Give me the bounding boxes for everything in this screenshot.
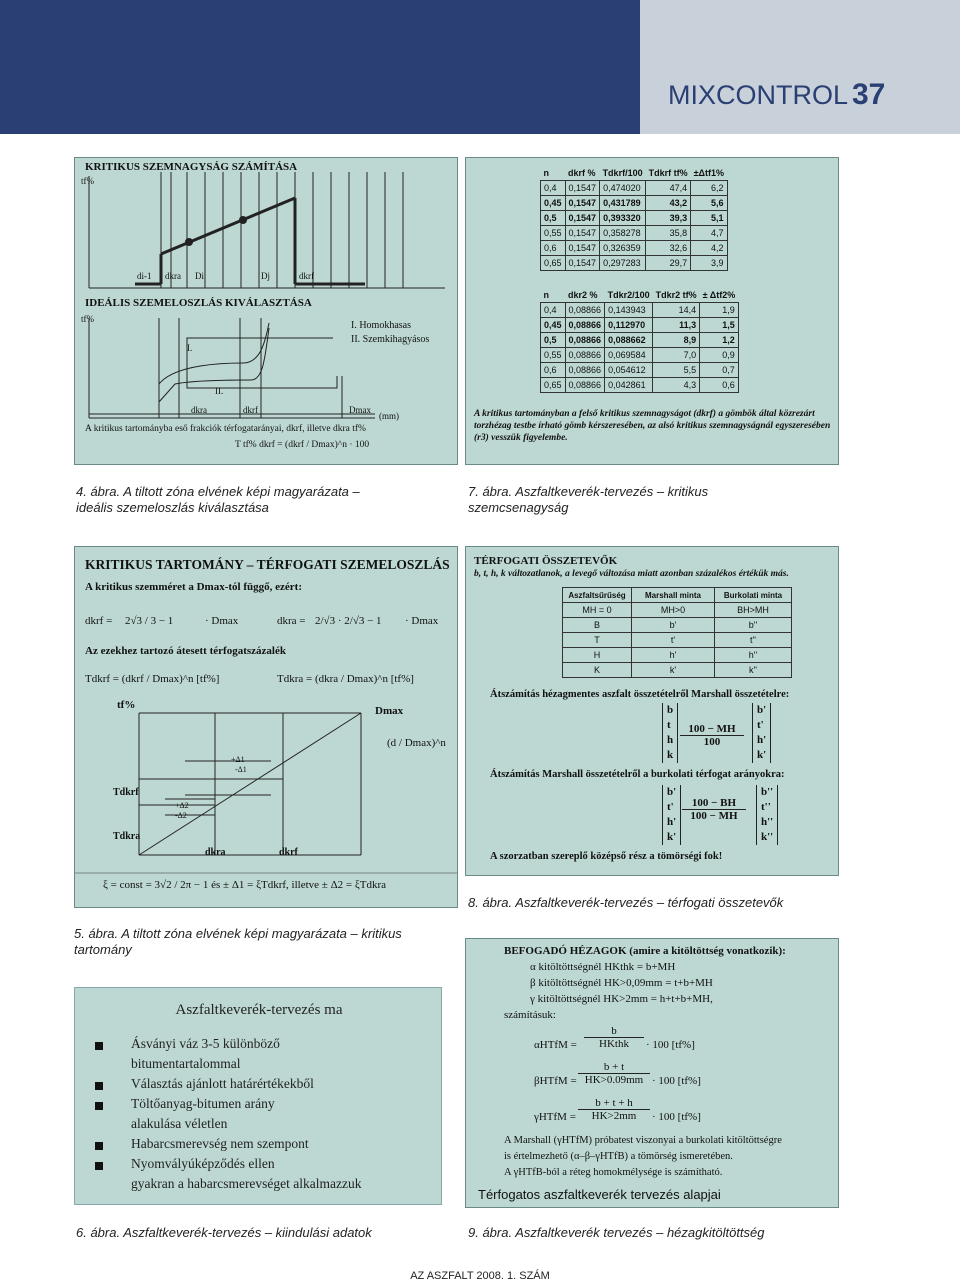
fig5-label-dkra: dkra [205,847,226,858]
fig5-label-pd1: +Δ1 [231,755,245,764]
t2-h1: dkr2 % [568,290,598,300]
bullet-icon [95,1162,103,1170]
fig8-frac2 [682,797,746,822]
fig7-table-1 [540,166,728,271]
table-cell: t' [632,633,715,648]
table-cell: 0,474020 [600,181,646,196]
table-cell: 0,088662 [605,333,653,348]
t1-h4: ±Δtf1% [693,168,725,178]
table-cell: h' [632,648,715,663]
bullet-icon [95,1042,103,1050]
fig9-f1-right: · 100 [tf%] [646,1039,695,1051]
t2-h2: Tdkr2/100 [607,290,650,300]
fig6-item-3b: alakulása véletlen [131,1116,228,1131]
fig6-title: Aszfaltkeverék-tervezés ma [175,1002,343,1018]
fig4-yaxis2: tf% [81,314,94,324]
fig8-frac1 [680,723,744,748]
table-cell: 43,2 [646,196,691,211]
table-cell: 0,08866 [565,378,605,393]
table-cell: 0,4 [541,181,566,196]
table-cell: 0,6 [700,378,739,393]
t2-h4: ± Δtf2% [702,290,736,300]
fig9-f1-left: αHTfM = [534,1039,577,1051]
fig5-f1-right: · Dmax [205,615,239,627]
table-cell: 14,4 [653,303,700,318]
figure-5-panel [74,546,458,908]
vec-item: k'' [761,831,774,843]
fig4-caption: 4. ábra. A tiltott zóna elvének képi magyarázata – ideális szemeloszlás kiválasztása [76,484,360,515]
frac-den: 100 [703,736,721,748]
table-cell: 0,65 [541,378,566,393]
fig8-vec2 [662,785,681,845]
figure-7-panel [465,157,839,465]
frac-num: b + t [578,1061,650,1074]
table-cell: 0,55 [541,348,566,363]
table-cell: 0,069584 [605,348,653,363]
table-cell: 1,5 [700,318,739,333]
frac-den: HKthk [599,1038,629,1050]
bullet-icon [95,1142,103,1150]
table-cell: 6,2 [691,181,727,196]
table-cell: 0,08866 [565,303,605,318]
table-cell: 0,042861 [605,378,653,393]
fig4-xlabel2-3: Dmax [349,405,371,415]
fig5-label-pd2: +Δ2 [175,801,189,810]
table-cell: 0,45 [541,318,566,333]
fig5-label-tdkra: Tdkra [113,831,141,842]
table-cell: k' [632,663,715,678]
table-cell: 4,7 [691,226,727,241]
fig5-f5: ξ = const = 3√2 / 2π − 1 és ± Δ1 = ξTdkrf, illetve ± Δ2 = ξTdkra [103,879,387,891]
fig8-caption: 8. ábra. Aszfaltkeverék-tervezés – térfogati összetevők [468,895,784,910]
fig7-table-2 [540,288,739,393]
fig5-line1: A kritikus szemméret a Dmax-tól függő, ezért: [85,581,302,593]
table-cell: BH>MH [715,603,792,618]
frac-num: b + t + h [578,1097,650,1110]
table-cell: b' [632,618,715,633]
fig5-line2: Az ezekhez tartozó átesett térfogatszázalék [85,645,286,657]
fig5-yaxis: tf% [117,699,136,711]
table-cell: 0,7 [700,363,739,378]
table-cell: 4,3 [653,378,700,393]
fig5-f1-mid: 2√3 / 3 − 1 [125,615,174,627]
fig4-xlabel-5: dkrf [299,271,314,281]
table-cell: 35,8 [646,226,691,241]
fig9-f3-right: · 100 [tf%] [652,1111,701,1123]
table-cell: T [563,633,632,648]
frac-num: b [584,1025,644,1038]
table-cell: 11,3 [653,318,700,333]
t1-h2: Tdkrf/100 [602,168,643,178]
table-cell: 4,2 [691,241,727,256]
table-cell: 47,4 [646,181,691,196]
vec-item: b [667,704,674,716]
figure-9-panel [465,938,839,1208]
vec-item: k' [667,831,677,843]
table-cell: 0,297283 [600,256,646,271]
figure-8-panel [465,546,839,876]
table-cell: H [563,648,632,663]
fig9-note-3: A γHTfB-ból a réteg homokmélysége is számítható. [504,1167,723,1178]
page-number: 37 [852,78,886,111]
fig8-line2: Átszámítás hézagmentes aszfalt összetételről Marshall összetételre: [490,689,790,700]
table-cell: 8,9 [653,333,700,348]
fig9-line-1: α kitöltöttségnél HKthk = b+MH [530,961,676,973]
fig6-item-2: Választás ajánlott határértékekből [131,1076,314,1091]
table-header: Marshall minta [632,588,715,603]
vec-item: t [667,719,671,731]
fig8-vec1r [752,703,771,763]
fig9-f1-frac [584,1025,644,1050]
vec-item: t'' [761,801,771,813]
fig9-calc: számításuk: [504,1009,556,1021]
fig4-curve-label-1: I. [187,343,193,353]
table-cell: 0,143943 [605,303,653,318]
table-cell: 5,1 [691,211,727,226]
fig9-f3-left: γHTfM = [534,1111,576,1123]
t2-h3: Tdkr2 tf% [655,290,697,300]
fig4-xlabel-4: Dj [261,271,270,281]
vec-item: h [667,734,674,746]
magazine-title: MIXCONTROL [668,80,849,110]
frac-den: HK>2mm [591,1110,637,1122]
table-cell: 0,5 [541,211,566,226]
table-cell: t'' [715,633,792,648]
fig9-f2-frac [578,1061,650,1086]
table-cell: 0,358278 [600,226,646,241]
table-cell: 32,6 [646,241,691,256]
table-cell: 0,1547 [565,181,600,196]
fig8-line3: Átszámítás Marshall összetételről a burkolati térfogat arányokra: [490,769,785,780]
table-cell: 5,5 [653,363,700,378]
fig4-curve-label-2: II. [215,386,224,396]
vec-item: t' [667,801,674,813]
table-cell: h'' [715,648,792,663]
fig8-line4: A szorzatban szereplő középső rész a tömörségi fok! [490,851,723,862]
t2-h0: n [543,290,549,300]
frac-num: 100 − BH [682,797,746,810]
fig4-title2: IDEÁLIS SZEMELOSZLÁS KIVÁLASZTÁSA [85,297,312,309]
fig9-f2-left: βHTfM = [534,1075,577,1087]
table-cell: 0,08866 [565,318,605,333]
fig8-vec1 [662,703,678,763]
fig9-f2-right: · 100 [tf%] [652,1075,701,1087]
fig5-label-dkrf: dkrf [279,847,298,858]
table-cell: 0,4 [541,303,566,318]
table-cell: 0,55 [541,226,566,241]
fig6-item-3a: Töltőanyag-bitumen arány [131,1096,275,1111]
table-cell: 0,393320 [600,211,646,226]
fig9-line-3: γ kitöltöttségnél HK>2mm = h+t+b+MH, [530,993,713,1005]
fig5-f2-mid: 2/√3 · 2/√3 − 1 [315,615,382,627]
table-cell: 0,1547 [565,211,600,226]
fig4-xlabel-1: di-1 [137,271,152,281]
fig4-xlabel-3: Di [195,271,204,281]
fig9-title: BEFOGADÓ HÉZAGOK (amire a kitöltöttség vonatkozik): [504,945,786,957]
table-cell: 39,3 [646,211,691,226]
fig7-note: A kritikus tartományban a felső kritikus szemnagyságot (dkrf) a gömbök által közrezárt torzhézag testbe írható gömb kérszeresében, az alsó kritikus szemnagyságnál egyszeresében (r3) vesszük figyelembe. [474,409,831,443]
vec-item: t' [757,719,764,731]
fig8-table [562,587,792,678]
fig9-f3-frac [578,1097,650,1122]
figure-6-panel [74,987,442,1205]
fig8-line1: b, t, h, k változatlanok, a levegő változása miatt azonban százalékos értékük más. [474,569,789,579]
table-cell: 0,112970 [605,318,653,333]
bullet-icon [95,1102,103,1110]
table-header: Aszfaltsűrűség [563,588,632,603]
fig8-vec2r [756,785,778,845]
fig5-title: KRITIKUS TARTOMÁNY – TÉRFOGATI SZEMELOSZLÁS [85,557,450,572]
fig4-yaxis: tf% [81,176,94,186]
fig5-f1-left: dkrf = [85,615,113,627]
fig4-formula: T tf% dkrf = (dkrf / Dmax)^n · 100 [235,440,370,450]
fig9-line-2: β kitöltöttségnél HK>0,09mm = t+b+MH [530,977,713,989]
fig4-legend-2: II. Szemkihagyásos [351,334,430,345]
fig5-f2-right: · Dmax [405,615,439,627]
fig6-item-4: Habarcsmerevség nem szempont [131,1136,309,1151]
vec-item: b'' [761,786,774,798]
fig9-subcaption: Térfogatos aszfaltkeverék tervezés alapjai [478,1187,721,1202]
fig4-xlabel2-4: (mm) [379,411,399,421]
table-cell: 0,08866 [565,348,605,363]
fig6-item-1b: bitumentartalommal [131,1056,241,1071]
fig4-note: A kritikus tartományba eső frakciók térfogatarányai, dkrf, illetve dkra tf% [85,424,366,434]
table-cell: 0,08866 [565,333,605,348]
fig8-title: TÉRFOGATI ÖSSZETEVŐK [474,555,618,567]
table-cell: 0,65 [541,256,566,271]
table-cell: 0,08866 [565,363,605,378]
t1-h3: Tdkrf tf% [648,168,688,178]
t1-h1: dkrf % [568,168,596,178]
table-cell: 29,7 [646,256,691,271]
table-cell: 0,054612 [605,363,653,378]
vec-item: k' [757,749,767,761]
table-header: Burkolati minta [715,588,792,603]
fig6-caption: 6. ábra. Aszfaltkeverék-tervezés – kiindulási adatok [76,1225,372,1240]
bullet-icon [95,1082,103,1090]
table-cell: MH = 0 [563,603,632,618]
fig6-item-5a: Nyomvályúképződés ellen [131,1156,275,1171]
table-cell: 0,9 [700,348,739,363]
fig4-xlabel-2: dkra [165,271,181,281]
frac-den: HK>0.09mm [584,1074,644,1086]
table-cell: K [563,663,632,678]
fig5-caption: 5. ábra. A tiltott zóna elvének képi magyarázata – kritikus tartomány [74,926,402,957]
table-cell: 5,6 [691,196,727,211]
fig9-note-1: A Marshall (γHTfM) próbatest viszonyai a burkolati kitöltöttségre [504,1135,782,1146]
frac-num: 100 − MH [680,723,744,736]
fig6-item-5b: gyakran a habarcsmerevséget alkalmazzuk [131,1176,362,1191]
fig5-dmax: Dmax [375,705,404,717]
fig4-xlabel2-2: dkrf [243,405,258,415]
table-cell: B [563,618,632,633]
fig4-title: KRITIKUS SZEMNAGYSÁG SZÁMÍTÁSA [85,161,298,173]
frac-den: 100 − MH [690,810,738,822]
table-cell: 0,1547 [565,256,600,271]
fig5-f4: Tdkra = (dkra / Dmax)^n [tf%] [277,673,414,685]
table-cell: 0,326359 [600,241,646,256]
fig9-note-2: is értelmezhető (α–β–γHTfB) a tömörség ismeretében. [504,1151,733,1162]
fig5-label-md1: -Δ1 [235,765,247,774]
table-cell: 0,6 [541,241,566,256]
table-cell: 0,1547 [565,226,600,241]
fig5-f3: Tdkrf = (dkrf / Dmax)^n [tf%] [85,673,220,685]
table-cell: 0,5 [541,333,566,348]
vec-item: h' [757,734,767,746]
page-footer: AZ ASZFALT 2008. 1. SZÁM [410,1270,550,1282]
figure-4-panel [74,157,458,465]
vec-item: b' [667,786,677,798]
vec-item: b' [757,704,767,716]
table-cell: b'' [715,618,792,633]
fig5-f2-left: dkra = [277,615,306,627]
fig7-caption: 7. ábra. Aszfaltkeverék-tervezés – kritikus szemcsenagyság [468,484,709,515]
table-cell: 0,431789 [600,196,646,211]
fig4-diagram [75,158,458,465]
header-title-bg [640,0,960,134]
table-cell: 0,6 [541,363,566,378]
table-cell: 0,1547 [565,196,600,211]
vec-item: h'' [761,816,774,828]
table-cell: 1,2 [700,333,739,348]
fig4-xlabel2-1: dkra [191,405,207,415]
table-cell: 0,45 [541,196,566,211]
fig9-caption: 9. ábra. Aszfaltkeverék tervezés – hézagkitöltöttség [468,1225,765,1240]
table-cell: 1,9 [700,303,739,318]
fig5-curve: (d / Dmax)^n [387,737,446,749]
fig4-legend-1: I. Homokhasas [351,320,411,331]
t1-h0: n [543,168,549,178]
vec-item: k [667,749,674,761]
table-cell: 7,0 [653,348,700,363]
table-cell: 0,1547 [565,241,600,256]
table-cell: 3,9 [691,256,727,271]
fig5-label-md2: -Δ2 [175,811,187,820]
fig6-item-1a: Ásványi váz 3-5 különböző [131,1036,280,1051]
table-cell: k'' [715,663,792,678]
vec-item: h' [667,816,677,828]
table-cell: MH>0 [632,603,715,618]
fig5-diagram [75,547,458,908]
fig5-label-tdkrf: Tdkrf [113,787,139,798]
